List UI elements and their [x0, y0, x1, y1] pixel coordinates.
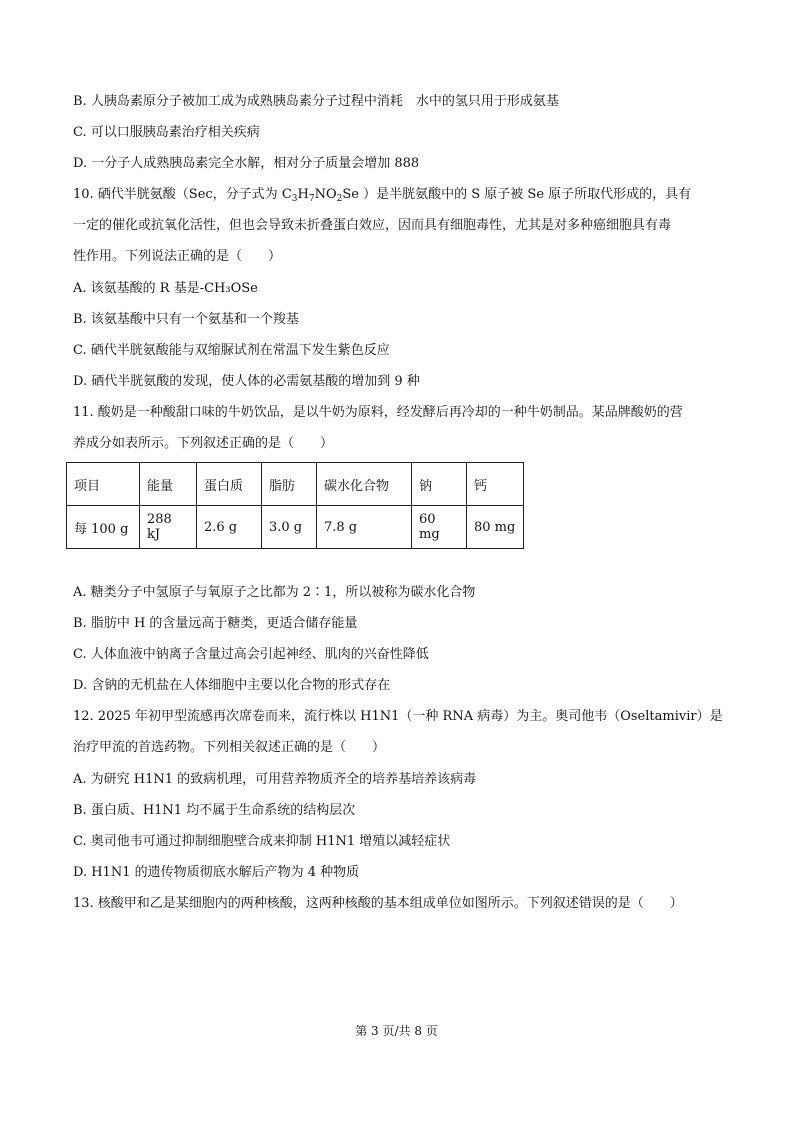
q10-option-a: A. 该氨基酸的 R 基是-CH₃OSe: [73, 281, 258, 296]
table-header-cell: 项目: [67, 463, 140, 506]
table-header-cell: 钙: [467, 463, 524, 506]
q10-stem-line3: 性作用。下列说法正确的是（ ）: [73, 249, 282, 264]
table-header-cell: 蛋白质: [197, 463, 262, 506]
q11-option-a: A. 糖类分子中氢原子与氧原子之比都为 2∶1，所以被称为碳水化合物: [73, 585, 476, 600]
q10-stem-line1: [73, 186, 691, 204]
q10-stem-a: 10. 硒代半胱氨酸（Sec，分子式为 C: [73, 187, 292, 202]
table-cell: 60 mg: [412, 506, 467, 549]
q9-option-b: B. 人胰岛素原分子被加工成为成熟胰岛素分子过程中消耗 水中的氢只用于形成氨基: [73, 94, 559, 109]
formula-no: NO: [314, 187, 337, 202]
q11-option-d: D. 含钠的无机盐在人体细胞中主要以化合物的形式存在: [73, 678, 391, 693]
table-header-row: [67, 463, 524, 506]
table-cell: 每 100 g: [67, 506, 140, 549]
q10-option-c: C. 硒代半胱氨酸能与双缩脲试剂在常温下发生紫色反应: [73, 343, 390, 358]
q10-stem-line2: 一定的催化或抗氧化活性，但也会导致未折叠蛋白效应，因而具有细胞毒性，尤其是对多种癌细胞具有毒: [73, 218, 672, 233]
q12-option-c: C. 奥司他韦可通过抑制细胞壁合成来抑制 H1N1 增殖以减轻症状: [73, 834, 451, 849]
q9-option-c: C. 可以口服胰岛素治疗相关疾病: [73, 125, 260, 140]
nutrition-table: [66, 462, 524, 549]
q12-stem-line2: 治疗甲流的首选药物。下列相关叙述正确的是（ ）: [73, 740, 386, 755]
q10-stem-b: Se ）是半胱氨酸中的 S 原子被 Se 原子所取代形成的，具有: [342, 187, 692, 202]
table-row: [67, 506, 524, 549]
q13-stem: 13. 核酸甲和乙是某细胞内的两种核酸，这两种核酸的基本组成单位如图所示。下列叙述错误的是（ ）: [73, 896, 683, 911]
q10-option-b: B. 该氨基酸中只有一个氨基和一个羧基: [73, 312, 299, 327]
formula-sub-o: 2: [336, 194, 343, 204]
q12-stem-line1: 12. 2025 年初甲型流感再次席卷而来，流行株以 H1N1（一种 RNA 病毒）为主。奥司他韦（Oseltamivir）是: [73, 709, 723, 724]
table-cell: 3.0 g: [262, 506, 317, 549]
q12-option-a: A. 为研究 H1N1 的致病机理，可用营养物质齐全的培养基培养该病毒: [73, 772, 477, 787]
q12-option-b: B. 蛋白质、H1N1 均不属于生命系统的结构层次: [73, 803, 356, 818]
q11-option-b: B. 脂肪中 H 的含量远高于糖类，更适合储存能量: [73, 616, 358, 631]
q11-option-c: C. 人体血液中钠离子含量过高会引起神经、肌肉的兴奋性降低: [73, 647, 429, 662]
q10-option-d: D. 硒代半胱氨酸的发现，使人体的必需氨基酸的增加到 9 种: [73, 374, 420, 389]
table-cell: 288 kJ: [140, 506, 197, 549]
table-cell: 2.6 g: [197, 506, 262, 549]
table-header-cell: 碳水化合物: [317, 463, 412, 506]
table-header-cell: 钠: [412, 463, 467, 506]
q9-option-d: D. 一分子人成熟胰岛素完全水解，相对分子质量会增加 888: [73, 156, 420, 171]
table-cell: 80 mg: [467, 506, 524, 549]
table-header-cell: 脂肪: [262, 463, 317, 506]
formula-sub-h: 7: [308, 194, 315, 204]
formula-h: H: [297, 187, 309, 202]
page-footer: 第 3 页/共 8 页: [355, 1024, 438, 1038]
q12-option-d: D. H1N1 的遗传物质彻底水解后产物为 4 种物质: [73, 865, 360, 880]
q11-stem-line2: 养成分如表所示。下列叙述正确的是（ ）: [73, 436, 334, 451]
q11-stem-line1: 11. 酸奶是一种酸甜口味的牛奶饮品，是以牛奶为原料，经发酵后再冷却的一种牛奶制品。某品牌酸奶的营: [73, 405, 683, 420]
table-cell: 7.8 g: [317, 506, 412, 549]
formula-sub-c: 3: [291, 194, 298, 204]
table-header-cell: 能量: [140, 463, 197, 506]
